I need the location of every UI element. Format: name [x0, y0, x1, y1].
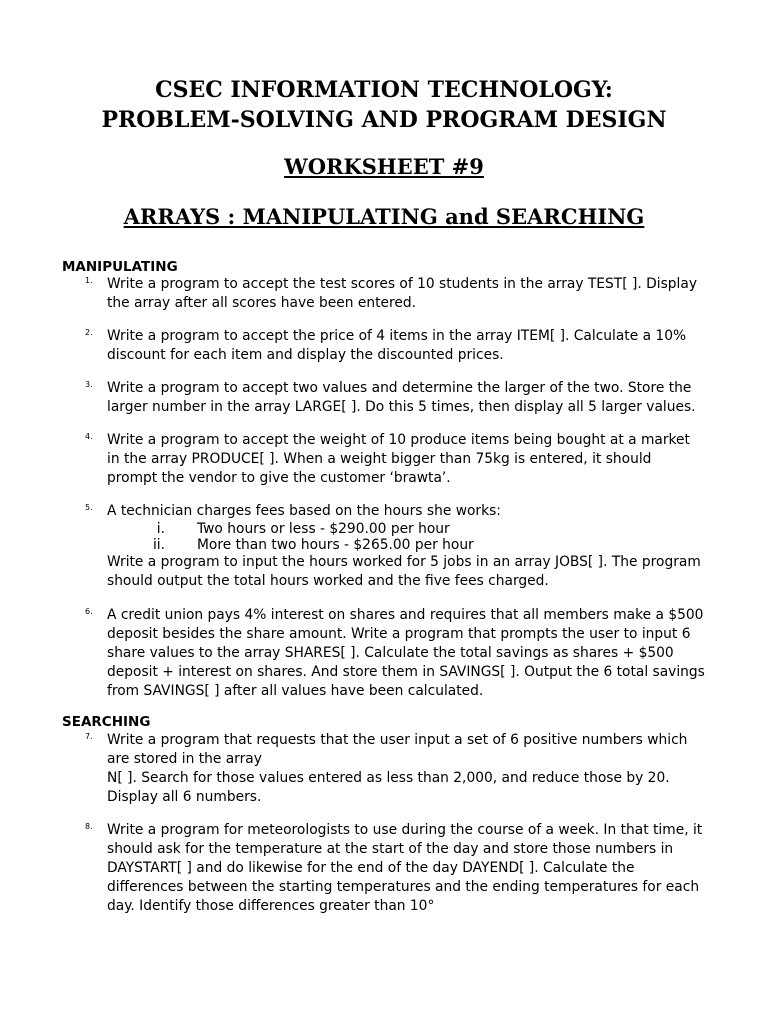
question-line: A credit union pays 4% interest on shares and requires that all members make a $500	[107, 607, 704, 623]
question-line: larger number in the array LARGE[ ]. Do this 5 times, then display all 5 larger values.	[107, 399, 696, 415]
sub-item	[107, 521, 717, 537]
question-number: 7.	[85, 732, 93, 741]
question-number: 1.	[85, 276, 93, 285]
question-line: differences between the starting temperatures and the ending temperatures for each	[107, 879, 700, 895]
question-line: the array after all scores have been entered.	[107, 295, 417, 311]
section-manipulating: MANIPULATING	[62, 259, 178, 275]
question-line: are stored in the array	[107, 751, 262, 767]
question-number: 6.	[85, 607, 93, 616]
question-4	[85, 431, 717, 488]
section-searching: SEARCHING	[62, 714, 151, 730]
question-line: should ask for the temperature at the start of the day and store those numbers in	[107, 841, 674, 857]
question-3	[85, 379, 717, 417]
question-line: N[ ]. Search for those values entered as less than 2,000, and reduce those by 20.	[107, 770, 670, 786]
question-line: Write a program to input the hours worked for 5 jobs in an array JOBS[ ]. The program	[107, 554, 701, 570]
question-line: discount for each item and display the discounted prices.	[107, 347, 504, 363]
question-intro: A technician charges fees based on the hours she works:	[107, 503, 501, 519]
question-number: 4.	[85, 432, 93, 441]
question-line: Display all 6 numbers.	[107, 789, 262, 805]
question-line: deposit besides the share amount. Write a program that prompts the user to input 6	[107, 626, 691, 642]
question-8	[85, 821, 717, 916]
sub-item-text: More than two hours - $265.00 per hour	[197, 537, 474, 553]
question-line: in the array PRODUCE[ ]. When a weight bigger than 75kg is entered, it should	[107, 451, 652, 467]
question-line: day. Identify those differences greater than 10°	[107, 898, 435, 914]
title-line-1: CSEC INFORMATION TECHNOLOGY:	[155, 77, 613, 103]
question-line: should output the total hours worked and the five fees charged.	[107, 573, 549, 589]
question-line: share values to the array SHARES[ ]. Calculate the total savings as shares + $500	[107, 645, 674, 661]
question-7	[85, 731, 717, 807]
question-line: Write a program that requests that the user input a set of 6 positive numbers which	[107, 732, 688, 748]
question-line: Write a program for meteorologists to use during the course of a week. In that time, it	[107, 822, 703, 838]
document-title	[0, 75, 768, 135]
question-number: 5.	[85, 503, 93, 512]
question-line: prompt the vendor to give the customer ‘brawta’.	[107, 470, 451, 486]
question-line: DAYSTART[ ] and do likewise for the end of the day DAYEND[ ]. Calculate the	[107, 860, 635, 876]
question-line: Write a program to accept the test scores of 10 students in the array TEST[ ]. Display	[107, 276, 697, 292]
topic-heading: ARRAYS : MANIPULATING and SEARCHING	[123, 204, 645, 229]
roman-numeral: ii.	[152, 537, 165, 553]
question-line: Write a program to accept two values and determine the larger of the two. Store the	[107, 380, 692, 396]
question-line: deposit + interest on shares. And store them in SAVINGS[ ]. Output the 6 total savings	[107, 664, 705, 680]
roman-numeral: i.	[156, 521, 165, 537]
title-line-2: PROBLEM-SOLVING AND PROGRAM DESIGN	[101, 107, 667, 133]
sub-item-text: Two hours or less - $290.00 per hour	[197, 521, 450, 537]
question-6	[85, 606, 717, 701]
question-line: Write a program to accept the weight of 10 produce items being bought at a market	[107, 432, 690, 448]
question-line: Write a program to accept the price of 4 items in the array ITEM[ ]. Calculate a 10%	[107, 328, 687, 344]
sub-item	[107, 537, 717, 553]
question-number: 2.	[85, 328, 93, 337]
question-number: 8.	[85, 822, 93, 831]
question-number: 3.	[85, 380, 93, 389]
question-5	[85, 502, 717, 591]
question-2	[85, 327, 717, 365]
question-line: from SAVINGS[ ] after all values have been calculated.	[107, 683, 484, 699]
question-1	[85, 275, 717, 313]
worksheet-heading: WORKSHEET #9	[284, 154, 484, 179]
